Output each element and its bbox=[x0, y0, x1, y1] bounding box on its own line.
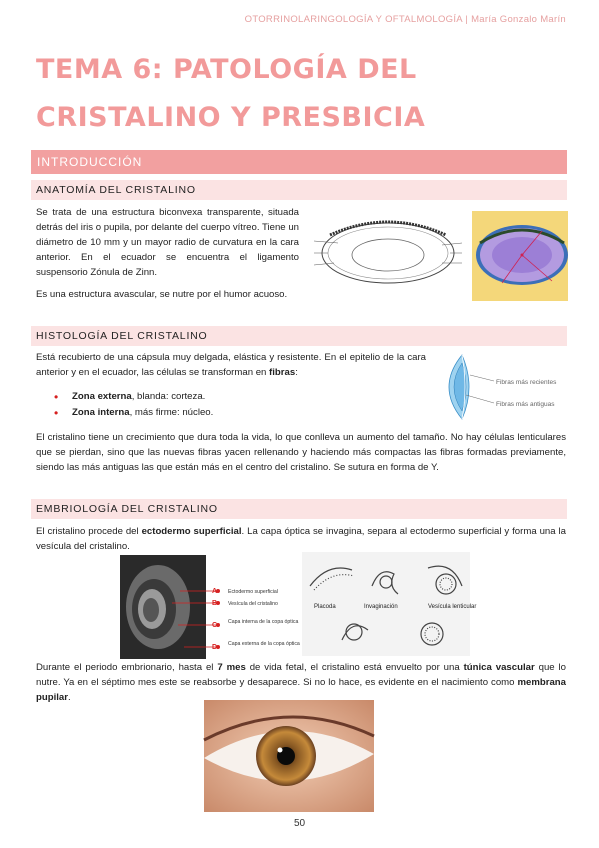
list-item-zona-externa: • Zona externa, blanda: corteza. bbox=[54, 389, 213, 405]
lens-development-stages-figure bbox=[302, 552, 477, 656]
stage-label-invaginacion: Invaginación bbox=[364, 604, 398, 610]
fig-letter-c: C bbox=[212, 622, 218, 629]
stage-label-vesicula: Vesícula lenticular bbox=[428, 604, 477, 610]
page-number: 50 bbox=[293, 818, 306, 829]
anatomia-paragraph-2: Es una estructura avascular, se nutre por el humor acuoso. bbox=[36, 289, 288, 300]
lens-fibers-diagram bbox=[432, 351, 566, 423]
anatomia-paragraph-1: Se trata de una estructura biconvexa transparente, situada detrás del iris o pupila, por delante del cuerpo vítreo. Tiene un diámetro de 10 mm y un mayor radio de curvatura en la cara anterior. En el ecuador se encuentra el ligamento suspensorio Zónula de Zinn. bbox=[36, 207, 299, 278]
page-title: TEMA 6: PATOLOGÍA DEL CRISTALINO Y PRESBICIA bbox=[36, 54, 426, 133]
eye-photo bbox=[204, 700, 374, 812]
list-item-zona-interna: • Zona interna, más firme: núcleo. bbox=[54, 405, 213, 421]
running-header: OTORRINOLARINGOLOGÍA Y OFTALMOLOGÍA | María Gonzalo Marín bbox=[244, 14, 566, 25]
fig-label-d: Capa externa de la copa óptica bbox=[228, 641, 300, 647]
embriologia-paragraph-1: El cristalino procede del ectodermo superficial. La capa óptica se invagina, separa al ectodermo superficial y forma una la vesícula del cristalino. bbox=[36, 526, 566, 552]
fig-label-a: Ectodermo superficial bbox=[228, 589, 278, 595]
fig-label-c: Capa interna de la copa óptica bbox=[228, 619, 299, 625]
lens-anatomy-diagram bbox=[308, 213, 468, 295]
embriologia-paragraph-2: Durante el periodo embrionario, hasta el 7 mes de vida fetal, el cristalino está envuelto por una túnica vascular que lo nutre. Ya en el séptimo mes este se reabsorbe y desaparece. Si no lo hace, es evidente en el nacimiento como membrana pupilar. bbox=[36, 662, 567, 703]
fig-label-b: Vesícula del cristalino bbox=[228, 601, 278, 607]
fibers-label-recent: Fibras más recientes bbox=[496, 379, 557, 386]
embryo-micrograph-figure bbox=[120, 555, 298, 659]
histologia-paragraph-1: Está recubierto de una cápsula muy delgada, elástica y resistente. En el epitelio de la cara anterior y en el ecuador, las células se transforman en fibras: bbox=[36, 352, 426, 378]
histologia-zone-list bbox=[54, 389, 213, 421]
lens-color-diagram bbox=[472, 211, 568, 301]
fibers-label-old: Fibras más antiguas bbox=[496, 401, 555, 408]
stage-label-placoda: Placoda bbox=[314, 604, 336, 610]
subheading-anatomia: ANATOMÍA DEL CRISTALINO bbox=[31, 180, 567, 200]
subheading-embriologia: EMBRIOLOGÍA DEL CRISTALINO bbox=[31, 499, 567, 519]
histologia-paragraph-2: El cristalino tiene un crecimiento que dura toda la vida, lo que conlleva un aumento del tamaño. No hay células lenticulares que se pierdan, sino que las nuevas fibras yacen rellenando y haciendo más compactas las fibras formadas previamente, siendo las más antiguas las que están más en el centro del cristalino. Se sutura en forma de Y. bbox=[36, 432, 566, 473]
fig-letter-b: B bbox=[212, 600, 218, 607]
subheading-histologia: HISTOLOGÍA DEL CRISTALINO bbox=[31, 326, 567, 346]
section-heading-introduccion: INTRODUCCIÓN bbox=[31, 150, 567, 174]
fig-letter-a: A bbox=[212, 588, 218, 595]
fig-letter-d: D bbox=[212, 644, 218, 651]
